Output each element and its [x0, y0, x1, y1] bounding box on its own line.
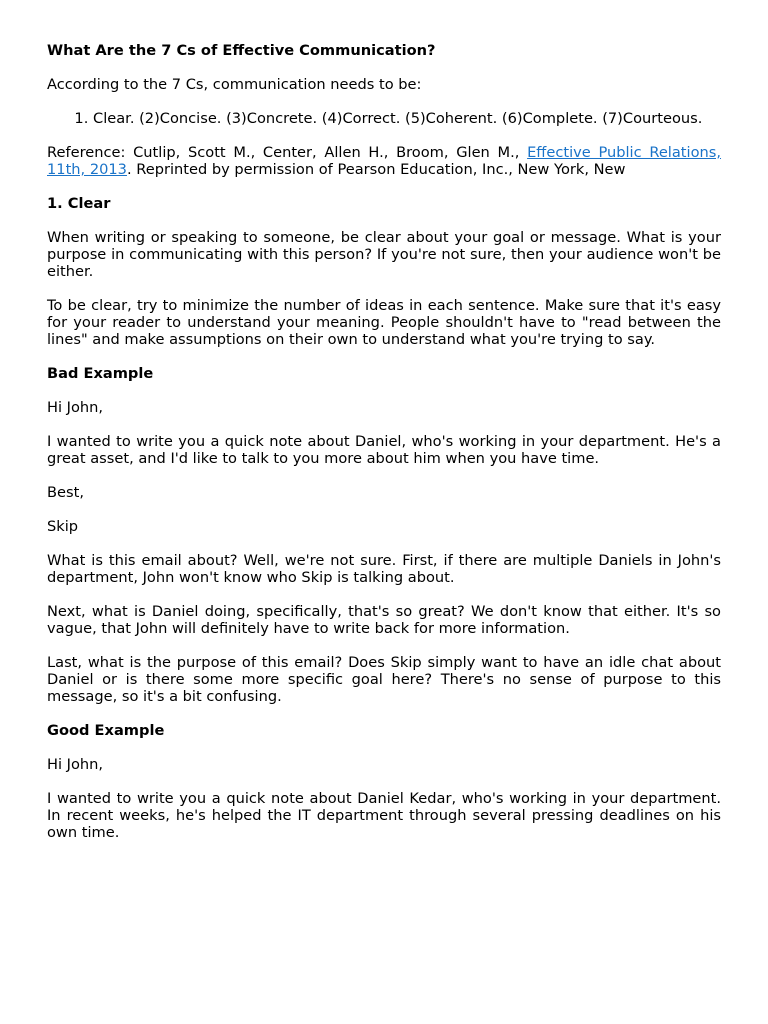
list-item: 1. Clear. (2)Concise. (3)Concrete. (4)Correct. (5)Coherent. (6)Complete. (7)Courteous. [93, 110, 721, 127]
bad-example-heading: Bad Example [47, 365, 154, 382]
seven-cs-list [47, 110, 721, 127]
intro-paragraph: According to the 7 Cs, communication needs to be: [47, 76, 422, 93]
reference-suffix: . Reprinted by permission of Pearson Education, Inc., New York, New [126, 161, 626, 178]
analysis-paragraph-1: What is this email about? Well, we're not sure. First, if there are multiple Daniels in John's department, John won't know who Skip is talking about. [47, 552, 721, 586]
analysis-paragraph-2: Next, what is Daniel doing, specifically, that's so great? We don't know that either. It's so vague, that John will definitely have to write back for more information. [47, 603, 721, 637]
good-example-body: I wanted to write you a quick note about Daniel Kedar, who's working in your department. In recent weeks, he's helped the IT department through several pressing deadlines on his own time. [47, 790, 721, 841]
clear-paragraph-1: When writing or speaking to someone, be clear about your goal or message. What is your purpose in communicating with this person? If you're not sure, then your audience won't be either. [47, 229, 721, 280]
analysis-paragraph-3: Last, what is the purpose of this email? Does Skip simply want to have an idle chat about Daniel or is there some more specific goal here? There's no sense of purpose to this message, so it's a bit confusing. [47, 654, 721, 705]
document-title: What Are the 7 Cs of Effective Communication? [47, 42, 436, 59]
reference-prefix: Reference: Cutlip, Scott M., Center, Allen H., Broom, Glen M., [47, 144, 528, 161]
section-heading-clear: 1. Clear [47, 195, 111, 212]
bad-example-signoff: Best, [47, 484, 84, 501]
document-page [47, 42, 721, 858]
bad-example-body: I wanted to write you a quick note about Daniel, who's working in your department. He's a great asset, and I'd like to talk to you more about him when you have time. [47, 433, 721, 467]
clear-paragraph-2: To be clear, try to minimize the number of ideas in each sentence. Make sure that it's easy for your reader to understand your meaning. People shouldn't have to "read between the lines" and make assumptions on their own to understand what you're trying to say. [47, 297, 721, 348]
bad-example-name: Skip [47, 518, 79, 535]
reference-paragraph [47, 144, 721, 178]
good-example-heading: Good Example [47, 722, 165, 739]
good-example-greeting: Hi John, [47, 756, 104, 773]
reference-link[interactable]: Effective Public Relations, 11th, 2013 [47, 144, 722, 178]
bad-example-greeting: Hi John, [47, 399, 104, 416]
